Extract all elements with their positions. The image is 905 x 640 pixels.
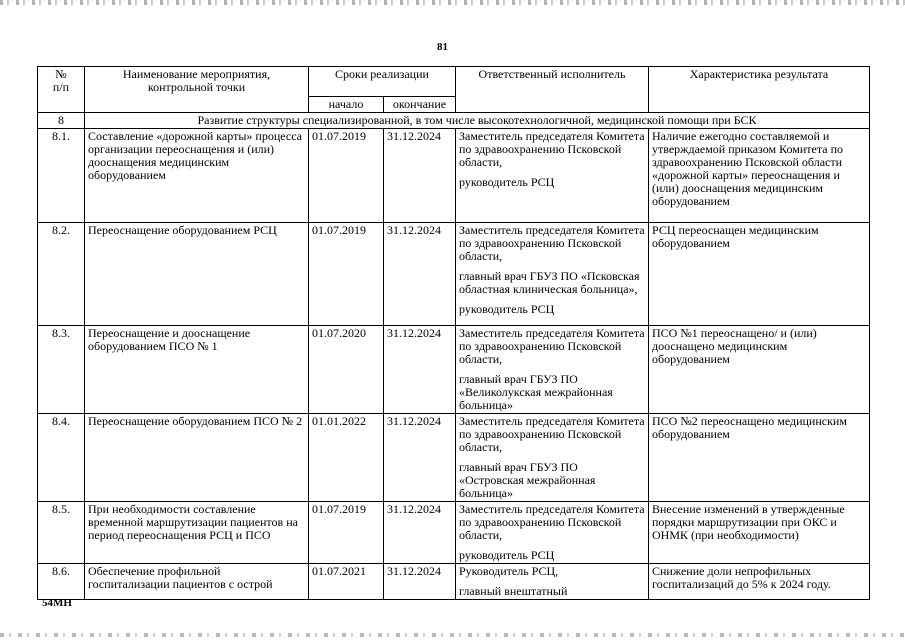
row-start: 01.07.2019 [309,223,384,326]
row-end: 31.12.2024 [384,414,456,502]
footer-code: 54МН [42,597,72,609]
row-name: Переоснащение и дооснащение оборудованием ПСО № 1 [85,326,309,414]
activities-table [37,66,870,600]
table-row [38,129,870,223]
row-result: Снижение доли непрофильных госпитализаций до 5% к 2024 году. [649,564,870,600]
row-num: 8.5. [38,502,85,564]
executor-line: Заместитель председателя Комитета по здравоохранению Псковской области, [459,326,645,366]
executor-line: Руководитель РСЦ, [459,564,559,578]
section-title: Развитие структуры специализированной, в том числе высокотехнологичной, медицинской помощи при БСК [85,113,870,129]
executor-line: главный врач ГБУЗ ПО «Великолукская межрайонная больница» [459,372,613,412]
row-end: 31.12.2024 [384,129,456,223]
header-executor: Ответственный исполнитель [456,67,649,113]
header-period: Сроки реализации [309,67,456,97]
row-num: 8.1. [38,129,85,223]
table-row [38,502,870,564]
row-result: Наличие ежегодно составляемой и утверждаемой приказом Комитета по здравоохранению Псковской области «дорожной карты» переоснащения и (или) дооснащения медицинским оборудованием [649,129,870,223]
section-row [38,113,870,129]
row-name: Переоснащение оборудованием РСЦ [85,223,309,326]
row-name: При необходимости составление временной маршрутизации пациентов на период переоснащения РСЦ и ПСО [85,502,309,564]
row-start: 01.07.2020 [309,326,384,414]
row-executor [456,414,649,502]
row-executor [456,326,649,414]
scan-edge-bottom [0,633,905,637]
page-number: 81 [437,41,448,53]
row-result: ПСО №1 переоснащено/ и (или) дооснащено медицинским оборудованием [649,326,870,414]
table-row [38,223,870,326]
row-result: ПСО №2 переоснащено медицинским оборудованием [649,414,870,502]
row-end: 31.12.2024 [384,502,456,564]
row-end: 31.12.2024 [384,223,456,326]
table-row [38,414,870,502]
row-end: 31.12.2024 [384,326,456,414]
row-result: Внесение изменений в утвержденные порядки маршрутизации при ОКС и ОНМК (при необходимости) [649,502,870,564]
executor-line: Заместитель председателя Комитета по здравоохранению Псковской области, [459,502,645,542]
executor-line: главный внештатный [459,584,568,598]
row-num: 8.3. [38,326,85,414]
header-end: окончание [384,97,456,113]
executor-line: Заместитель председателя Комитета по здравоохранению Псковской области, [459,129,645,169]
row-start: 01.07.2019 [309,129,384,223]
scan-edge-top [0,0,905,5]
row-num: 8.4. [38,414,85,502]
section-num: 8 [38,113,85,129]
executor-line: главный врач ГБУЗ ПО «Островская межрайонная больница» [459,460,596,500]
executor-line: руководитель РСЦ [459,302,555,316]
executor-line: Заместитель председателя Комитета по здравоохранению Псковской области, [459,223,645,263]
header-result: Характеристика результата [649,67,870,113]
table-header-row [38,67,870,97]
row-result: РСЦ переоснащен медицинским оборудованием [649,223,870,326]
row-num: 8.2. [38,223,85,326]
executor-line: главный врач ГБУЗ ПО «Псковская областная клиническая больница», [459,269,640,296]
row-executor [456,564,649,600]
table-row [38,564,870,600]
row-start: 01.01.2022 [309,414,384,502]
row-start: 01.07.2021 [309,564,384,600]
executor-line: руководитель РСЦ [459,175,555,189]
row-executor [456,502,649,564]
executor-line: руководитель РСЦ [459,548,555,562]
row-num: 8.6. [38,564,85,600]
row-executor [456,223,649,326]
row-name: Обеспечение профильной госпитализации пациентов с острой [85,564,309,600]
table-row [38,326,870,414]
header-num: № п/п [38,67,85,113]
row-start: 01.07.2019 [309,502,384,564]
header-start: начало [309,97,384,113]
executor-line: Заместитель председателя Комитета по здравоохранению Псковской области, [459,414,645,454]
header-name: Наименование мероприятия, контрольной точки [85,67,309,113]
row-end: 31.12.2024 [384,564,456,600]
row-name: Составление «дорожной карты» процесса организации переоснащения и (или) дооснащения медицинским оборудованием [85,129,309,223]
row-name: Переоснащение оборудованием ПСО № 2 [85,414,309,502]
row-executor [456,129,649,223]
